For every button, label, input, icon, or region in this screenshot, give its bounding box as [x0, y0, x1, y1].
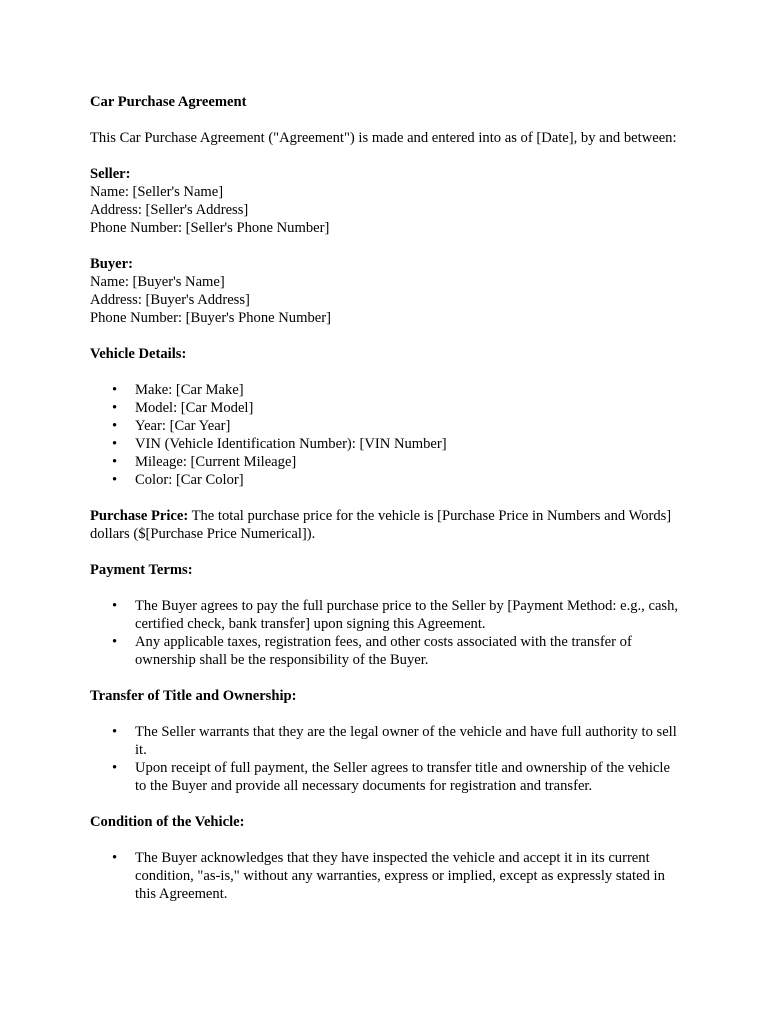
document-page [90, 93, 680, 921]
buyer-phone: Phone Number: [Buyer's Phone Number] [90, 310, 331, 326]
list-item [90, 453, 680, 471]
bullet-icon: • [112, 760, 118, 776]
list-item [90, 471, 680, 489]
bullet-icon: • [112, 400, 118, 416]
bullet-icon: • [112, 436, 118, 452]
vehicle-color: Color: [Car Color] [135, 472, 244, 488]
payment-term-2: Any applicable taxes, registration fees, and other costs associated with the transfer of ownership shall be the responsibility of the Buyer. [135, 634, 632, 668]
list-item [90, 723, 680, 759]
seller-name: Name: [Seller's Name] [90, 184, 224, 200]
list-item [90, 435, 680, 453]
list-item [90, 597, 680, 633]
vehicle-mileage: Mileage: [Current Mileage] [135, 454, 297, 470]
payment-terms-list [90, 597, 680, 669]
purchase-price-label: Purchase Price: [90, 508, 189, 524]
payment-term-1: The Buyer agrees to pay the full purchase price to the Seller by [Payment Method: e.g., cash, certified check, bank transfer] upon signing this Agreement. [135, 598, 679, 632]
condition-term-1: The Buyer acknowledges that they have inspected the vehicle and accept it in its current condition, "as-is," without any warranties, express or implied, except as expressly stated in this Agreement. [135, 850, 665, 902]
bullet-icon: • [112, 472, 118, 488]
bullet-icon: • [112, 850, 118, 866]
seller-heading: Seller: [90, 166, 131, 182]
purchase-price-paragraph [90, 507, 680, 543]
bullet-icon: • [112, 724, 118, 740]
list-item [90, 759, 680, 795]
intro-paragraph: This Car Purchase Agreement ("Agreement") is made and entered into as of [Date], by and between: [90, 130, 677, 146]
list-item [90, 417, 680, 435]
list-item [90, 633, 680, 669]
vehicle-make: Make: [Car Make] [135, 382, 244, 398]
buyer-heading: Buyer: [90, 256, 133, 272]
buyer-name: Name: [Buyer's Name] [90, 274, 225, 290]
transfer-term-1: The Seller warrants that they are the legal owner of the vehicle and have full authority to sell it. [135, 724, 677, 758]
list-item [90, 381, 680, 399]
condition-heading: Condition of the Vehicle: [90, 814, 245, 830]
seller-address: Address: [Seller's Address] [90, 202, 249, 218]
vehicle-vin: VIN (Vehicle Identification Number): [VIN Number] [135, 436, 447, 452]
bullet-icon: • [112, 454, 118, 470]
purchase-price-text: The total purchase price for the vehicle is [Purchase Price in Numbers and Words] dollars ($[Purchase Price Numerical]). [90, 508, 672, 542]
payment-heading: Payment Terms: [90, 562, 193, 578]
bullet-icon: • [112, 634, 118, 650]
vehicle-heading: Vehicle Details: [90, 346, 187, 362]
condition-list [90, 849, 680, 903]
document-title: Car Purchase Agreement [90, 94, 247, 110]
bullet-icon: • [112, 382, 118, 398]
transfer-term-2: Upon receipt of full payment, the Seller agrees to transfer title and ownership of the vehicle to the Buyer and provide all necessary documents for registration and transfer. [135, 760, 670, 794]
bullet-icon: • [112, 598, 118, 614]
list-item [90, 849, 680, 903]
transfer-heading: Transfer of Title and Ownership: [90, 688, 297, 704]
vehicle-details-list [90, 381, 680, 489]
buyer-section [90, 255, 680, 327]
seller-section [90, 165, 680, 237]
vehicle-year: Year: [Car Year] [135, 418, 231, 434]
bullet-icon: • [112, 418, 118, 434]
buyer-address: Address: [Buyer's Address] [90, 292, 250, 308]
vehicle-model: Model: [Car Model] [135, 400, 254, 416]
transfer-list [90, 723, 680, 795]
seller-phone: Phone Number: [Seller's Phone Number] [90, 220, 330, 236]
list-item [90, 399, 680, 417]
